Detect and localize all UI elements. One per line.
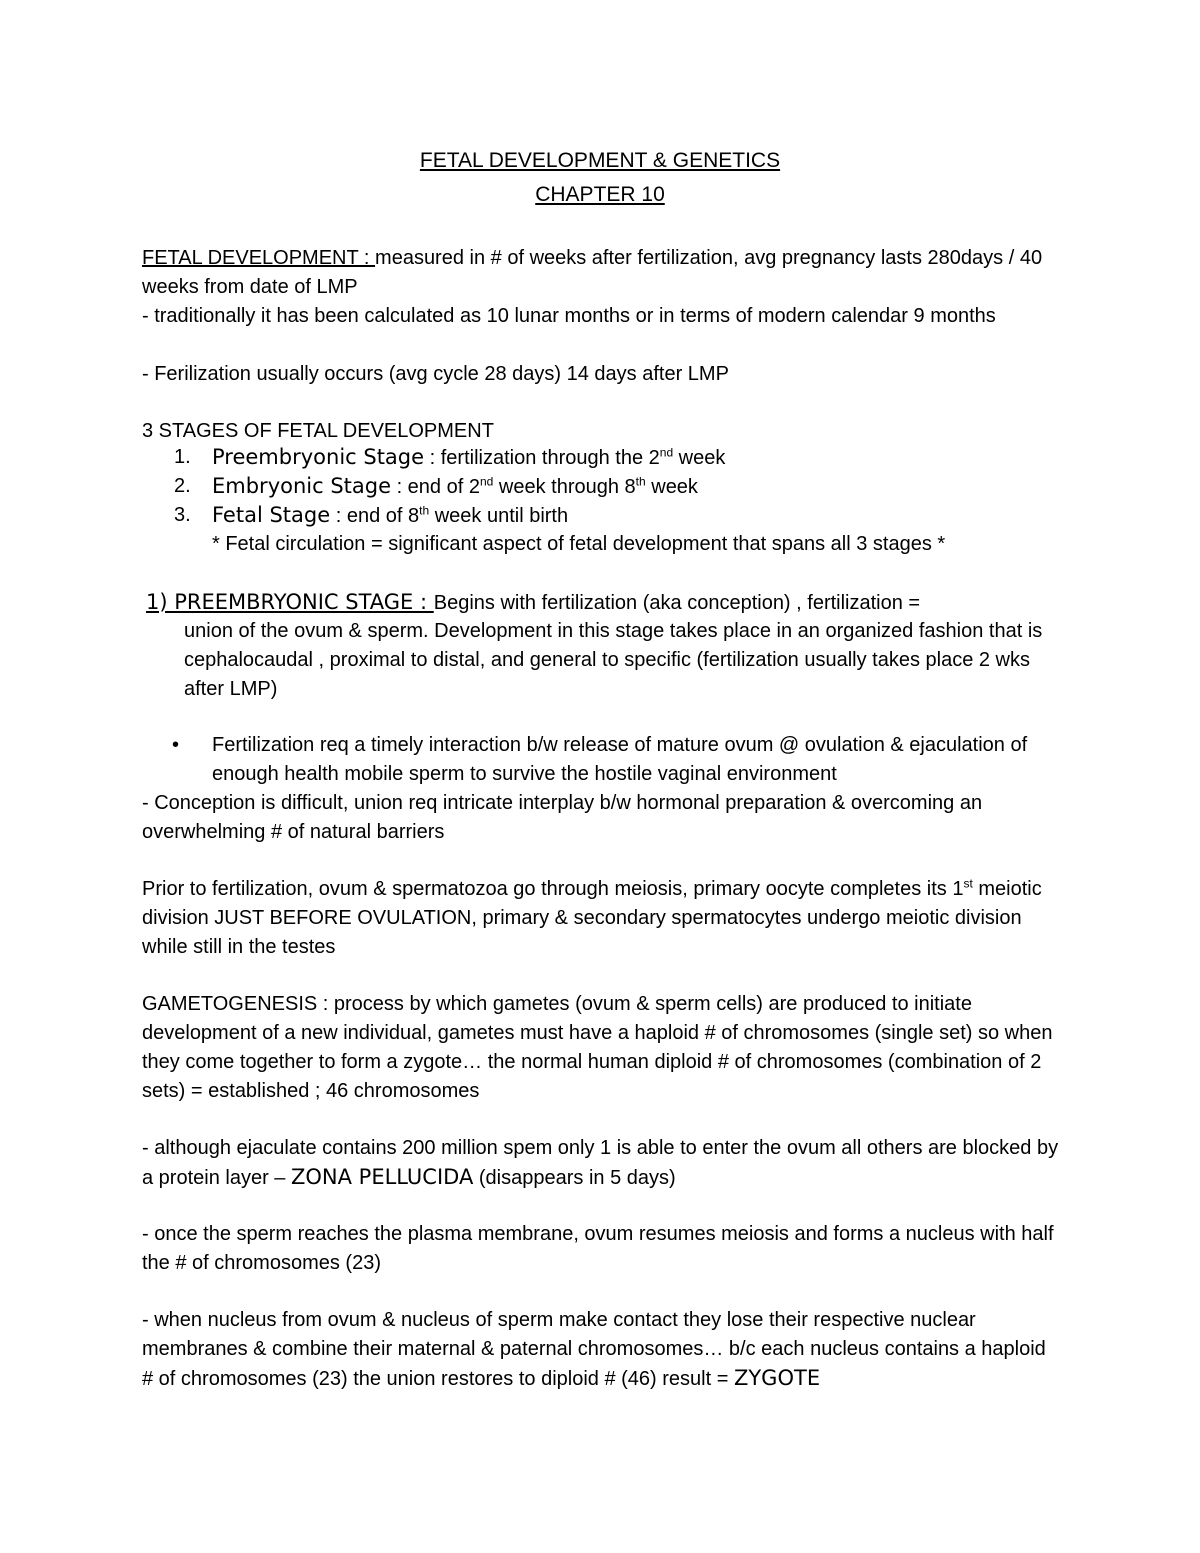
intro-paragraph <box>142 244 1062 302</box>
stages-list <box>142 443 1062 530</box>
stages-heading: 3 STAGES OF FETAL DEVELOPMENT <box>142 420 494 442</box>
section-text: union of the ovum & sperm. Development in this stage takes place in an organized fashion that is cephalocaudal , proximal to distal, and general to specific (fertilization usually takes place 2 wks after LMP) <box>184 620 1043 700</box>
section-heading: 1) PREEMBRYONIC STAGE : <box>146 590 434 614</box>
stage-item <box>142 443 1062 472</box>
stage-desc: week <box>645 476 698 498</box>
stage-name: Preembryonic Stage <box>212 445 425 469</box>
ejaculate-paragraph <box>142 1134 1062 1193</box>
stage-sup: th <box>419 503 430 518</box>
bullet-icon: • <box>172 734 180 756</box>
document-title: FETAL DEVELOPMENT & GENETICS <box>419 149 781 172</box>
stage-desc: week <box>673 447 726 469</box>
meiosis-paragraph <box>142 875 1062 962</box>
stage-sup: th <box>635 474 646 489</box>
stage-desc: week through 8 <box>493 476 636 498</box>
ejaculate-text: - although ejaculate contains 200 million spem only 1 is able to enter the ovum all others are blocked by a protein layer – <box>142 1137 1059 1189</box>
stage-sup: nd <box>479 474 494 489</box>
ejaculate-text: (disappears in 5 days) <box>473 1167 676 1189</box>
sperm-reaches-paragraph: - once the sperm reaches the plasma membrane, ovum resumes meiosis and forms a nucleus with half the # of chromosomes (23) <box>142 1223 1054 1274</box>
intro-heading: FETAL DEVELOPMENT : <box>142 247 376 269</box>
meiosis-sup: st <box>963 876 973 891</box>
stage-number: 3. <box>174 504 191 526</box>
section-lead: Begins with fertilization (aka conception) , fertilization = <box>433 592 921 614</box>
intro-text: measured in # of weeks after fertilization, avg pregnancy lasts 280days / 40 weeks from date of LMP <box>142 247 1043 298</box>
stage-name: Embryonic Stage <box>212 474 392 498</box>
chapter-title: CHAPTER 10 <box>535 183 665 206</box>
intro-dash-1: - traditionally it has been calculated as 10 lunar months or in terms of modern calendar 9 months <box>142 305 996 327</box>
nucleus-text: - when nucleus from ovum & nucleus of sperm make contact they lose their respective nuclear membranes & combine their maternal & paternal chromosomes… b/c each nucleus contains a haploid # of chromosomes (23) the union restores to diploid # (46) result = <box>142 1309 1046 1390</box>
stage-name: Fetal Stage <box>212 503 331 527</box>
meiosis-text: meiotic division JUST BEFORE OVULATION, primary & secondary spermatocytes undergo meiotic division while still in the testes <box>142 878 1042 958</box>
stage-number: 2. <box>174 475 191 497</box>
zygote-term: ZYGOTE <box>733 1366 821 1390</box>
stage-desc: : fertilization through the 2 <box>424 447 660 469</box>
zona-pellucida-term: ZONA PELLUCIDA <box>290 1165 474 1189</box>
meiosis-text: Prior to fertilization, ovum & spermatozoa go through meiosis, primary oocyte completes its 1 <box>142 878 964 900</box>
stage-desc: : end of 2 <box>391 476 480 498</box>
conception-paragraph: - Conception is difficult, union req intricate interplay b/w hormonal preparation & overcoming an overwhelming # of natural barriers <box>142 792 983 843</box>
stage-item <box>142 472 1062 501</box>
gametogenesis-paragraph: GAMETOGENESIS : process by which gametes (ovum & sperm cells) are produced to initiate development of a new individual, gametes must have a haploid # of chromosomes (single set) so when they come together to form a zygote… the normal human diploid # of chromosomes (combination of 2 sets) = established ; 46 chromosomes <box>142 993 1053 1102</box>
stage-desc: week until birth <box>429 505 569 527</box>
stage-item <box>142 501 1062 530</box>
nucleus-paragraph <box>142 1306 1062 1394</box>
bullet-text: Fertilization req a timely interaction b/w release of mature ovum @ ovulation & ejaculation of enough health mobile sperm to survive the hostile vaginal environment <box>212 734 1028 785</box>
stage-number: 1. <box>174 446 191 468</box>
stage-sup: nd <box>659 445 674 460</box>
intro-dash-2: - Ferilization usually occurs (avg cycle 28 days) 14 days after LMP <box>142 363 729 385</box>
fetal-circulation-note: * Fetal circulation = significant aspect of fetal development that spans all 3 stages * <box>212 533 946 555</box>
stage-desc: : end of 8 <box>330 505 420 527</box>
